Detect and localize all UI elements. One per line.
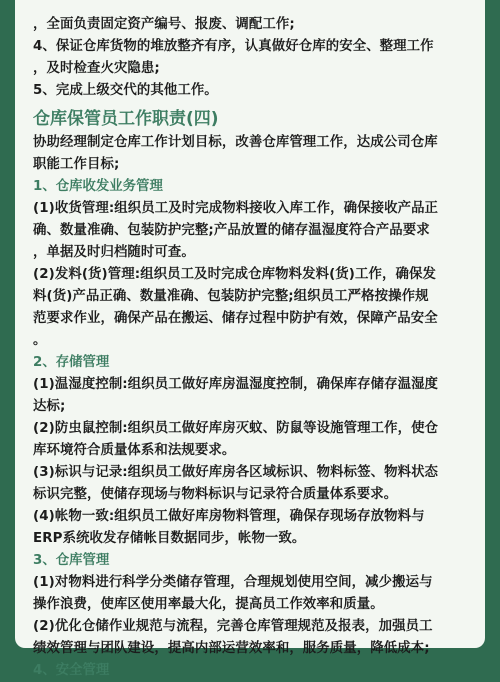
section2-line: (1)温湿度控制:组织员工做好库房温湿度控制，确保库存储存温湿度 [33,377,439,392]
intro-line: 4、保证仓库货物的堆放整齐有序，认真做好仓库的安全、整理工作 [33,39,434,54]
section3-line: (2)优化仓储作业规范与流程，完善仓库管理规范及报表，加强员工 [33,619,433,634]
section2-line: (3)标识与记录:组织员工做好库房各区域标识、物料标签、物料状态 [33,465,439,480]
section3-line: 操作浪费，使库区使用率最大化，提高员工作效率和质量。 [33,597,384,612]
section2-line: (2)防虫鼠控制:组织员工做好库房灭蚊、防鼠等设施管理工作，使仓 [33,421,439,436]
section1-line: 确、数量准确、包装防护完整;产品放置的储存温湿度符合产品要求 [33,223,430,238]
document-card [15,0,485,678]
section2-line: 库环境符合质量体系和法规要求。 [33,443,236,458]
section1-line: 料(货)产品正确、数量准确、包装防护完整;组织员工严格按操作规 [33,289,429,304]
document-title: 仓库保管员工作职责(四) [33,109,219,129]
section2-line: 达标; [33,399,66,414]
intro-line: ，全面负责固定资产编号、报废、调配工作; [33,17,295,32]
section1-line: (1)收货管理:组织员工及时完成物料接收入库工作，确保接收产品正 [33,201,439,216]
intro-line: 5、完成上级交代的其他工作。 [33,83,218,98]
section2-line: 标识完整，使储存现场与物料标识与记录符合质量体系要求。 [33,487,398,502]
section2-line: ERP系统收发存储帐目数据同步，帐物一致。 [33,531,306,546]
section1-line: (2)发料(货)管理:组织员工及时完成仓库物料发料(货)工作，确保发 [33,267,436,282]
document-body [15,0,485,682]
section1-line: 范要求作业，确保产品在搬运、储存过程中防护有效，保障产品安全 [33,311,438,326]
summary-line: 协助经理制定仓库工作计划目标，改善仓库管理工作，达成公司仓库 [33,135,438,150]
section-heading-safety: 4、安全管理 [33,663,110,678]
section-heading-storage: 2、存储管理 [33,355,110,370]
section-heading-warehouse: 3、仓库管理 [33,553,110,568]
section-heading-receiving: 1、仓库收发业务管理 [33,179,163,194]
intro-line: ，及时检查火灾隐患; [33,61,160,76]
section3-line: (1)对物料进行科学分类储存管理，合理规划使用空间，减少搬运与 [33,575,433,590]
summary-line: 职能工作目标; [33,157,120,172]
section2-line: (4)帐物一致:组织员工做好库房物料管理，确保存现场存放物料与 [33,509,425,524]
section1-line: 。 [33,333,47,348]
section3-line: 绩效管理与团队建设，提高内部运营效率和，服务质量，降低成本; [33,641,430,656]
section1-line: ，单据及时归档随时可查。 [33,245,195,260]
